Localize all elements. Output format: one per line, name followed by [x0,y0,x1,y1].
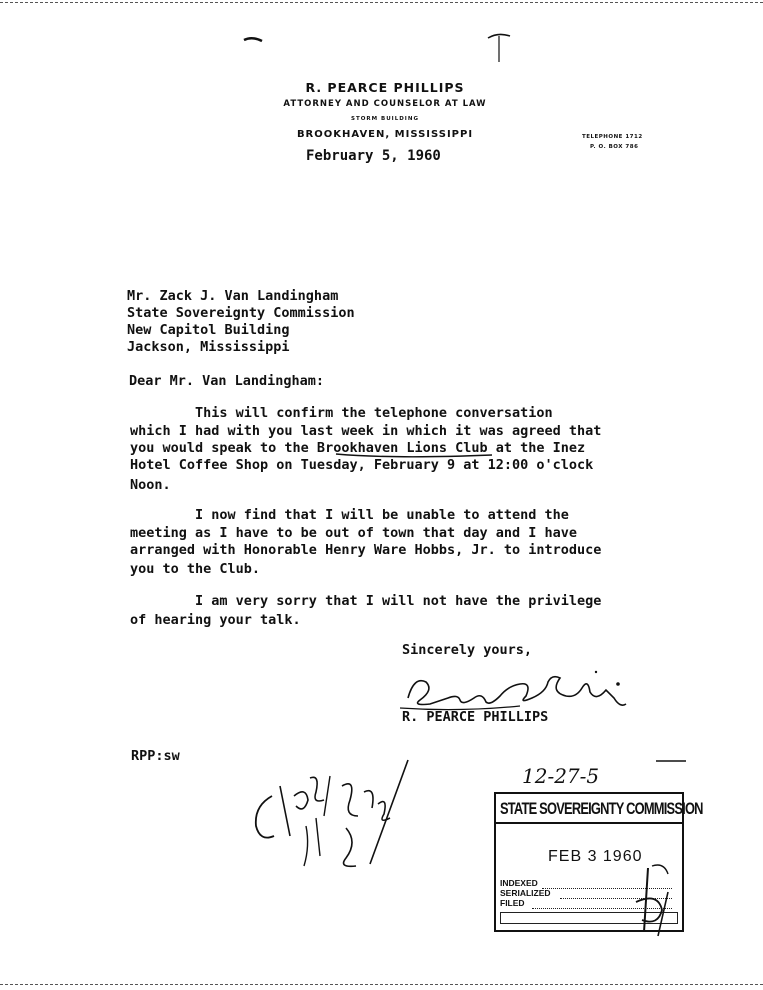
body-line: of hearing your talk. [130,612,301,628]
handwritten-note-drawing [246,756,422,876]
stamp-handwritten-initials [628,862,684,938]
body-line: Noon. [130,477,171,493]
punch-mark-left [242,34,266,44]
body-line: This will confirm the telephone conversation [130,405,553,421]
initials: RPP:sw [131,748,180,764]
body-line: Hotel Coffee Shop on Tuesday, February 9 at 12:00 o'clock [130,457,594,473]
recipient-line: State Sovereignty Commission [127,305,355,321]
body-line: you to the Club. [130,561,261,577]
stamp-agency: STATE SOVEREIGNTY COMMISSION [500,800,703,818]
signature-name: R. PEARCE PHILLIPS [402,709,549,725]
body-line: which I had with you last week in which it was agreed that [130,423,602,439]
scan-edge-top [0,2,763,3]
stamp-row-indexed: INDEXED [500,878,538,888]
letterhead-building: STORM BUILDING [351,116,419,122]
recipient-line: New Capitol Building [127,322,290,338]
letterhead-po-box: P. O. BOX 786 [590,144,639,150]
closing: Sincerely yours, [402,642,533,658]
stamp-row-filed: FILED [500,898,525,908]
handwritten-number: 12-27-5 [522,764,600,788]
letterhead-name: R. PEARCE PHILLIPS [305,80,465,95]
stamp-row-serialized: SERIALIZED [500,888,551,898]
punch-mark-right [486,30,512,64]
letterhead-telephone: TELEPHONE 1712 [582,134,643,140]
salutation: Dear Mr. Van Landingham: [129,373,325,389]
body-line: meeting as I have to be out of town that day and I have [130,525,578,541]
body-line: I am very sorry that I will not have the privilege [130,593,602,609]
recipient-line: Jackson, Mississippi [127,339,290,355]
stamp-top-rule [654,758,688,764]
letterhead-title: ATTORNEY AND COUNSELOR AT LAW [283,99,487,109]
body-line: I now find that I will be unable to attend the [130,507,569,523]
handwritten-underline [334,450,494,460]
scan-edge-bottom [0,984,763,985]
body-line: you would speak to the Brookhaven Lions Club at the Inez [130,440,586,456]
stamp-received-date: FEB 3 1960 [548,848,643,865]
body-line: arranged with Honorable Henry Ware Hobbs, Jr. to introduce [130,542,602,558]
recipient-line: Mr. Zack J. Van Landingham [127,288,339,304]
letterhead-city: BROOKHAVEN, MISSISSIPPI [296,129,474,140]
letter-date: February 5, 1960 [306,148,441,164]
